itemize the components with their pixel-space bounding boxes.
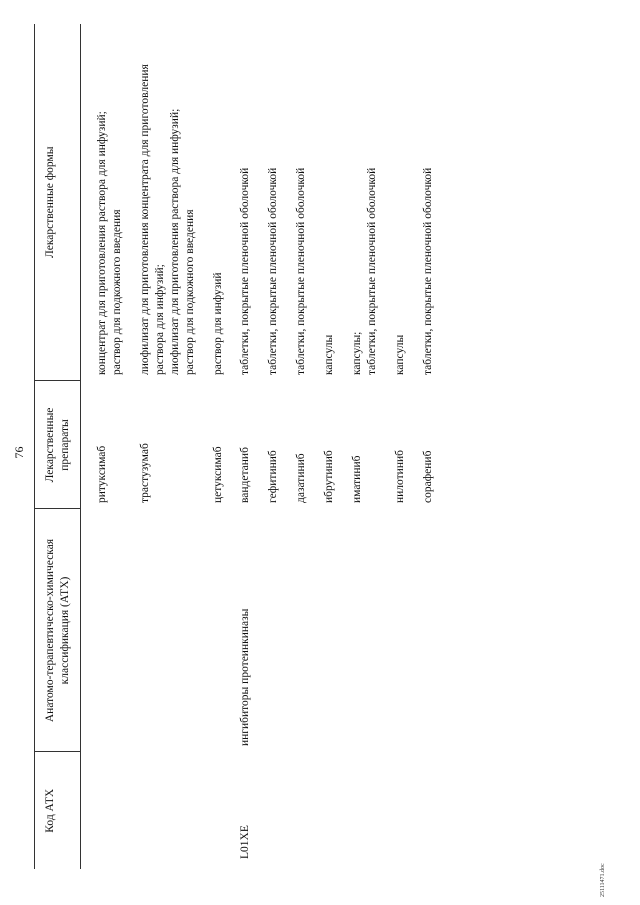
drug-table (34, 24, 449, 869)
drug-name-cell: трастузумаб (138, 443, 151, 503)
header-drugs: Лекарственные препараты (35, 381, 81, 509)
classification-cell (350, 509, 393, 752)
classification-cell (294, 509, 322, 752)
dosage-form-line: лиофилизат для приготовления раствора для инфузий; (168, 108, 181, 375)
atc-code-cell (421, 752, 449, 869)
table-header-row (35, 24, 81, 869)
drug-name-cell: сорафениб (422, 450, 434, 503)
dosage-forms-cell (322, 24, 350, 381)
atc-code-cell (350, 752, 393, 869)
atc-code-cell (80, 752, 137, 869)
dosage-form-line: раствор для подкожного введения (183, 209, 196, 375)
dosage-form-line: капсулы (394, 334, 407, 375)
drug-name-cell: гефитиниб (267, 450, 280, 503)
classification-cell (138, 509, 211, 752)
table-row (322, 24, 350, 869)
dosage-form-line: капсулы (323, 334, 336, 375)
table-row (421, 24, 449, 869)
dosage-forms-cell (80, 24, 137, 381)
dosage-forms-cell (211, 24, 239, 381)
dosage-form-line: концентрат для приготовления раствора для инфузий; (95, 111, 108, 375)
classification-cell (322, 509, 350, 752)
drug-name-cell: ибрутиниб (323, 450, 336, 503)
atc-code-cell (322, 752, 350, 869)
page-number: 76 (12, 446, 26, 459)
table-row (238, 24, 266, 869)
table-row (138, 24, 211, 869)
document-file-id: 25111471.doc (600, 863, 606, 897)
classification-cell (393, 509, 421, 752)
drug-name-cell: иматиниб (351, 455, 364, 503)
drug-name-cell: нилотиниб (394, 450, 407, 503)
atc-code-cell (393, 752, 421, 869)
dosage-form-line: таблетки, покрытые пленочной оболочкой (422, 167, 434, 375)
drug-name-cell: ритуксимаб (95, 445, 108, 503)
dosage-forms-cell (138, 24, 211, 381)
dosage-forms-cell (238, 24, 266, 381)
table-row (393, 24, 421, 869)
atc-code-cell (138, 752, 211, 869)
header-classification: Анатомо-терапевтическо-химическая классификация (АТХ) (35, 509, 81, 752)
dosage-form-line: таблетки, покрытые пленочной оболочкой (295, 167, 308, 375)
header-code: Код АТХ (35, 752, 81, 869)
atc-code-cell: L01XE (239, 825, 252, 859)
dosage-form-line: таблетки, покрытые пленочной оболочкой (366, 167, 379, 375)
classification-cell: ингибиторы протеинкиназы (239, 608, 252, 746)
classification-cell (80, 509, 137, 752)
dosage-forms-cell (421, 24, 449, 381)
dosage-form-line: лиофилизат для приготовления концентрата для приготовления раствора для инфузий; (138, 64, 166, 375)
header-forms: Лекарственные формы (35, 24, 81, 381)
dosage-form-line: раствор для подкожного введения (110, 209, 123, 375)
table-row (211, 24, 239, 869)
dosage-forms-cell (350, 24, 393, 381)
drug-name-cell: вандетаниб (239, 447, 252, 503)
dosage-form-line: раствор для инфузий (211, 272, 224, 375)
dosage-forms-cell (266, 24, 294, 381)
dosage-forms-cell (393, 24, 421, 381)
classification-cell (421, 509, 449, 752)
classification-cell (266, 509, 294, 752)
dosage-form-line: капсулы; (351, 331, 364, 375)
dosage-form-line: таблетки, покрытые пленочной оболочкой (267, 167, 280, 375)
drug-name-cell: дазатиниб (295, 453, 308, 503)
atc-code-cell (294, 752, 322, 869)
atc-code-cell (211, 752, 239, 869)
table-row (350, 24, 393, 869)
dosage-forms-cell (294, 24, 322, 381)
classification-cell (211, 509, 239, 752)
drug-name-cell: цетуксимаб (211, 446, 224, 503)
dosage-form-line: таблетки, покрытые пленочной оболочкой (239, 167, 252, 375)
atc-code-cell (266, 752, 294, 869)
table-row (80, 24, 137, 869)
table-row (294, 24, 322, 869)
table-row (266, 24, 294, 869)
